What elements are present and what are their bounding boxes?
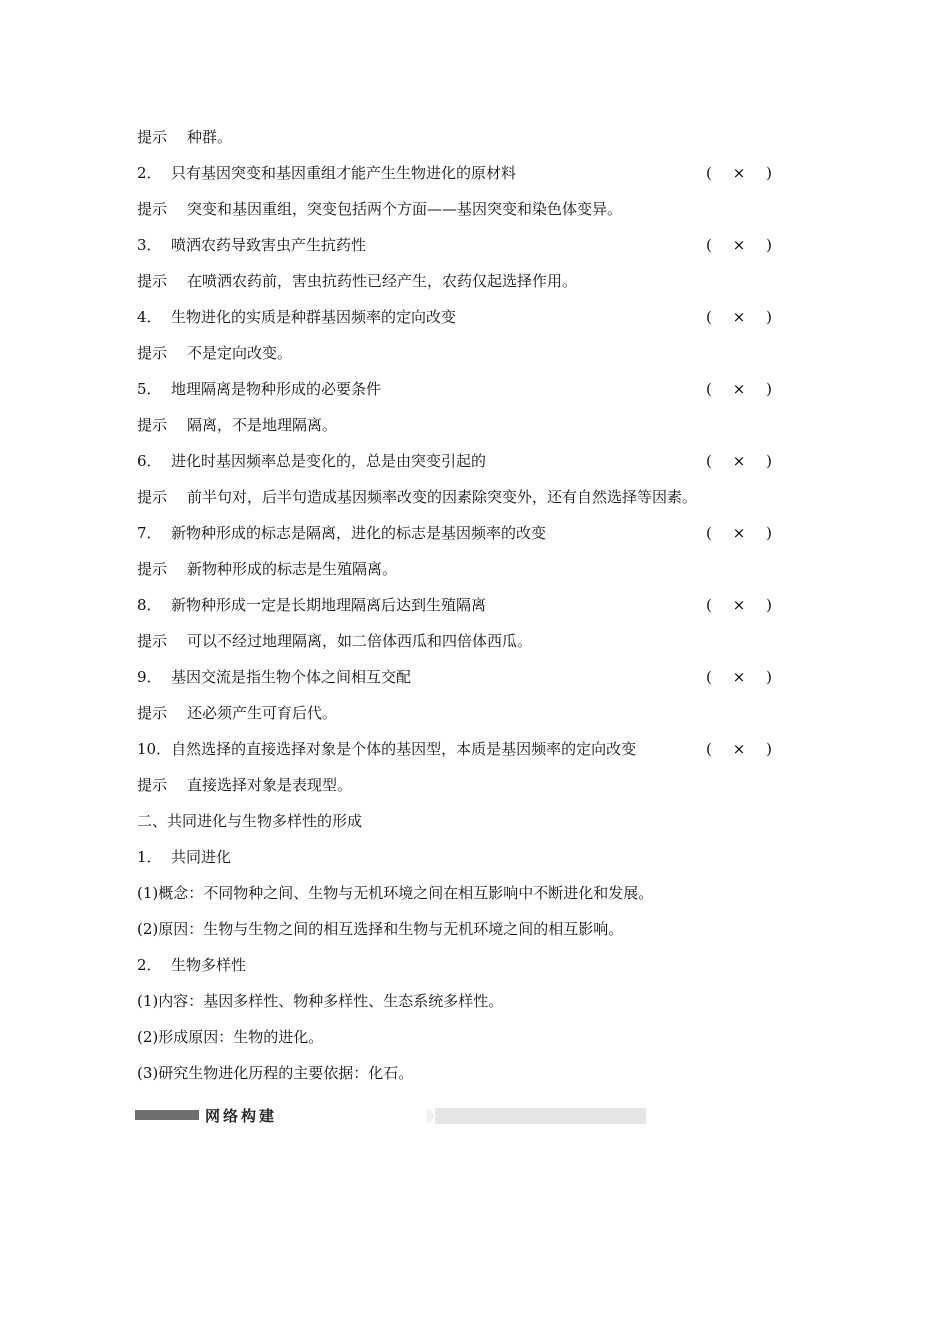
section-heading: 二、共同进化与生物多样性的形成: [137, 812, 363, 830]
statement-5: [137, 378, 381, 400]
tip-line-7: [137, 558, 397, 580]
paren-close: ): [766, 308, 772, 326]
statement-8: [137, 594, 486, 616]
paren-open: (: [706, 380, 712, 398]
cross-icon: ×: [732, 308, 746, 326]
paren-close: ): [766, 236, 772, 254]
statement-3: [137, 234, 366, 256]
statement-10: [137, 738, 636, 760]
statement-9: [137, 666, 411, 688]
statement-7: [137, 522, 546, 544]
judgement-mark-8: [706, 594, 772, 616]
statement-text: 只有基因突变和基因重组才能产生生物进化的原材料: [171, 164, 517, 182]
statement-4: [137, 306, 456, 328]
paren-open: (: [706, 668, 712, 686]
tip-text: 在喷洒农药前，害虫抗药性已经产生，农药仅起选择作用。: [187, 272, 578, 290]
subsection-heading-2: [137, 954, 246, 976]
statement-text: 新物种形成的标志是隔离，进化的标志是基因频率的改变: [171, 524, 547, 542]
paren-close: ): [766, 668, 772, 686]
banner-tail: [435, 1108, 646, 1124]
statement-text: 地理隔离是物种形成的必要条件: [171, 380, 382, 398]
tip-label: 提示: [137, 704, 168, 722]
paren-close: ): [766, 452, 772, 470]
banner-title: 网络构建: [205, 1107, 278, 1125]
tip-text: 前半句对，后半句造成基因频率改变的因素除突变外，还有自然选择等因素。: [187, 488, 698, 506]
tip-text: 突变和基因重组，突变包括两个方面——基因突变和染色体变异。: [187, 200, 623, 218]
tip-label: 提示: [137, 344, 168, 362]
judgement-mark-6: [706, 450, 772, 472]
point-text: (2)形成原因：生物的进化。: [137, 1028, 324, 1046]
cross-icon: ×: [732, 596, 746, 614]
tip-line-9: [137, 702, 337, 724]
tip-line-4: [137, 342, 292, 364]
banner-arrow-icon: [427, 1108, 437, 1124]
item-number: 10．: [137, 740, 172, 758]
statement-2: [137, 162, 516, 184]
tip-label: 提示: [137, 488, 168, 506]
cross-icon: ×: [732, 452, 746, 470]
paren-close: ): [766, 596, 772, 614]
tip-line-5: [137, 414, 337, 436]
tip-line-3: [137, 270, 577, 292]
subsection-number: 2．: [137, 956, 162, 974]
paren-open: (: [706, 236, 712, 254]
judgement-mark-7: [706, 522, 772, 544]
tip-label: 提示: [137, 776, 168, 794]
statement-text: 自然选择的直接选择对象是个体的基因型，本质是基因频率的定向改变: [171, 740, 637, 758]
tip-line-6: [137, 486, 697, 508]
cross-icon: ×: [732, 164, 746, 182]
tip-text: 直接选择对象是表现型。: [187, 776, 353, 794]
item-number: 3．: [137, 236, 162, 254]
tip-label: 提示: [137, 128, 168, 146]
subsection-heading-1: [137, 846, 231, 868]
judgement-mark-4: [706, 306, 772, 328]
paren-open: (: [706, 524, 712, 542]
statement-text: 喷洒农药导致害虫产生抗药性: [171, 236, 367, 254]
tip-line-1: [137, 126, 232, 148]
paren-open: (: [706, 452, 712, 470]
tip-line-10: [137, 774, 352, 796]
point-text: (3)研究生物进化历程的主要依据：化石。: [137, 1064, 414, 1082]
point-text: (1)内容：基因多样性、物种多样性、生态系统多样性。: [137, 992, 504, 1010]
item-number: 8．: [137, 596, 162, 614]
subsection-title: 生物多样性: [171, 956, 247, 974]
judgement-mark-9: [706, 666, 772, 688]
statement-text: 生物进化的实质是种群基因频率的定向改变: [171, 308, 457, 326]
statement-text: 新物种形成一定是长期地理隔离后达到生殖隔离: [171, 596, 487, 614]
banner-bar: [135, 1110, 199, 1120]
tip-label: 提示: [137, 560, 168, 578]
tip-line-8: [137, 630, 532, 652]
subsection-title: 共同进化: [171, 848, 232, 866]
point-text: (1)概念：不同物种之间、生物与无机环境之间在相互影响中不断进化和发展。: [137, 884, 654, 902]
item-number: 5．: [137, 380, 162, 398]
paren-close: ): [766, 740, 772, 758]
item-number: 2．: [137, 164, 162, 182]
cross-icon: ×: [732, 236, 746, 254]
tip-text: 种群。: [187, 128, 233, 146]
paren-close: ): [766, 380, 772, 398]
judgement-mark-2: [706, 162, 772, 184]
paren-open: (: [706, 308, 712, 326]
tip-text: 隔离，不是地理隔离。: [187, 416, 338, 434]
tip-text: 可以不经过地理隔离，如二倍体西瓜和四倍体西瓜。: [187, 632, 533, 650]
cross-icon: ×: [732, 524, 746, 542]
tip-text: 新物种形成的标志是生殖隔离。: [187, 560, 398, 578]
item-number: 4．: [137, 308, 162, 326]
tip-text: 还必须产生可育后代。: [187, 704, 338, 722]
judgement-mark-10: [706, 738, 772, 760]
subsection-number: 1．: [137, 848, 162, 866]
item-number: 9．: [137, 668, 162, 686]
tip-label: 提示: [137, 200, 168, 218]
statement-text: 进化时基因频率总是变化的，总是由突变引起的: [171, 452, 487, 470]
tip-line-2: [137, 198, 622, 220]
tip-label: 提示: [137, 272, 168, 290]
section-banner: [135, 1106, 511, 1126]
paren-close: ): [766, 524, 772, 542]
cross-icon: ×: [732, 380, 746, 398]
paren-open: (: [706, 164, 712, 182]
tip-label: 提示: [137, 416, 168, 434]
paren-open: (: [706, 596, 712, 614]
tip-label: 提示: [137, 632, 168, 650]
paren-close: ): [766, 164, 772, 182]
point-text: (2)原因：生物与生物之间的相互选择和生物与无机环境之间的相互影响。: [137, 920, 624, 938]
item-number: 6．: [137, 452, 162, 470]
cross-icon: ×: [732, 668, 746, 686]
paren-open: (: [706, 740, 712, 758]
judgement-mark-3: [706, 234, 772, 256]
statement-6: [137, 450, 486, 472]
cross-icon: ×: [732, 740, 746, 758]
judgement-mark-5: [706, 378, 772, 400]
statement-text: 基因交流是指生物个体之间相互交配: [171, 668, 412, 686]
tip-text: 不是定向改变。: [187, 344, 293, 362]
item-number: 7．: [137, 524, 162, 542]
